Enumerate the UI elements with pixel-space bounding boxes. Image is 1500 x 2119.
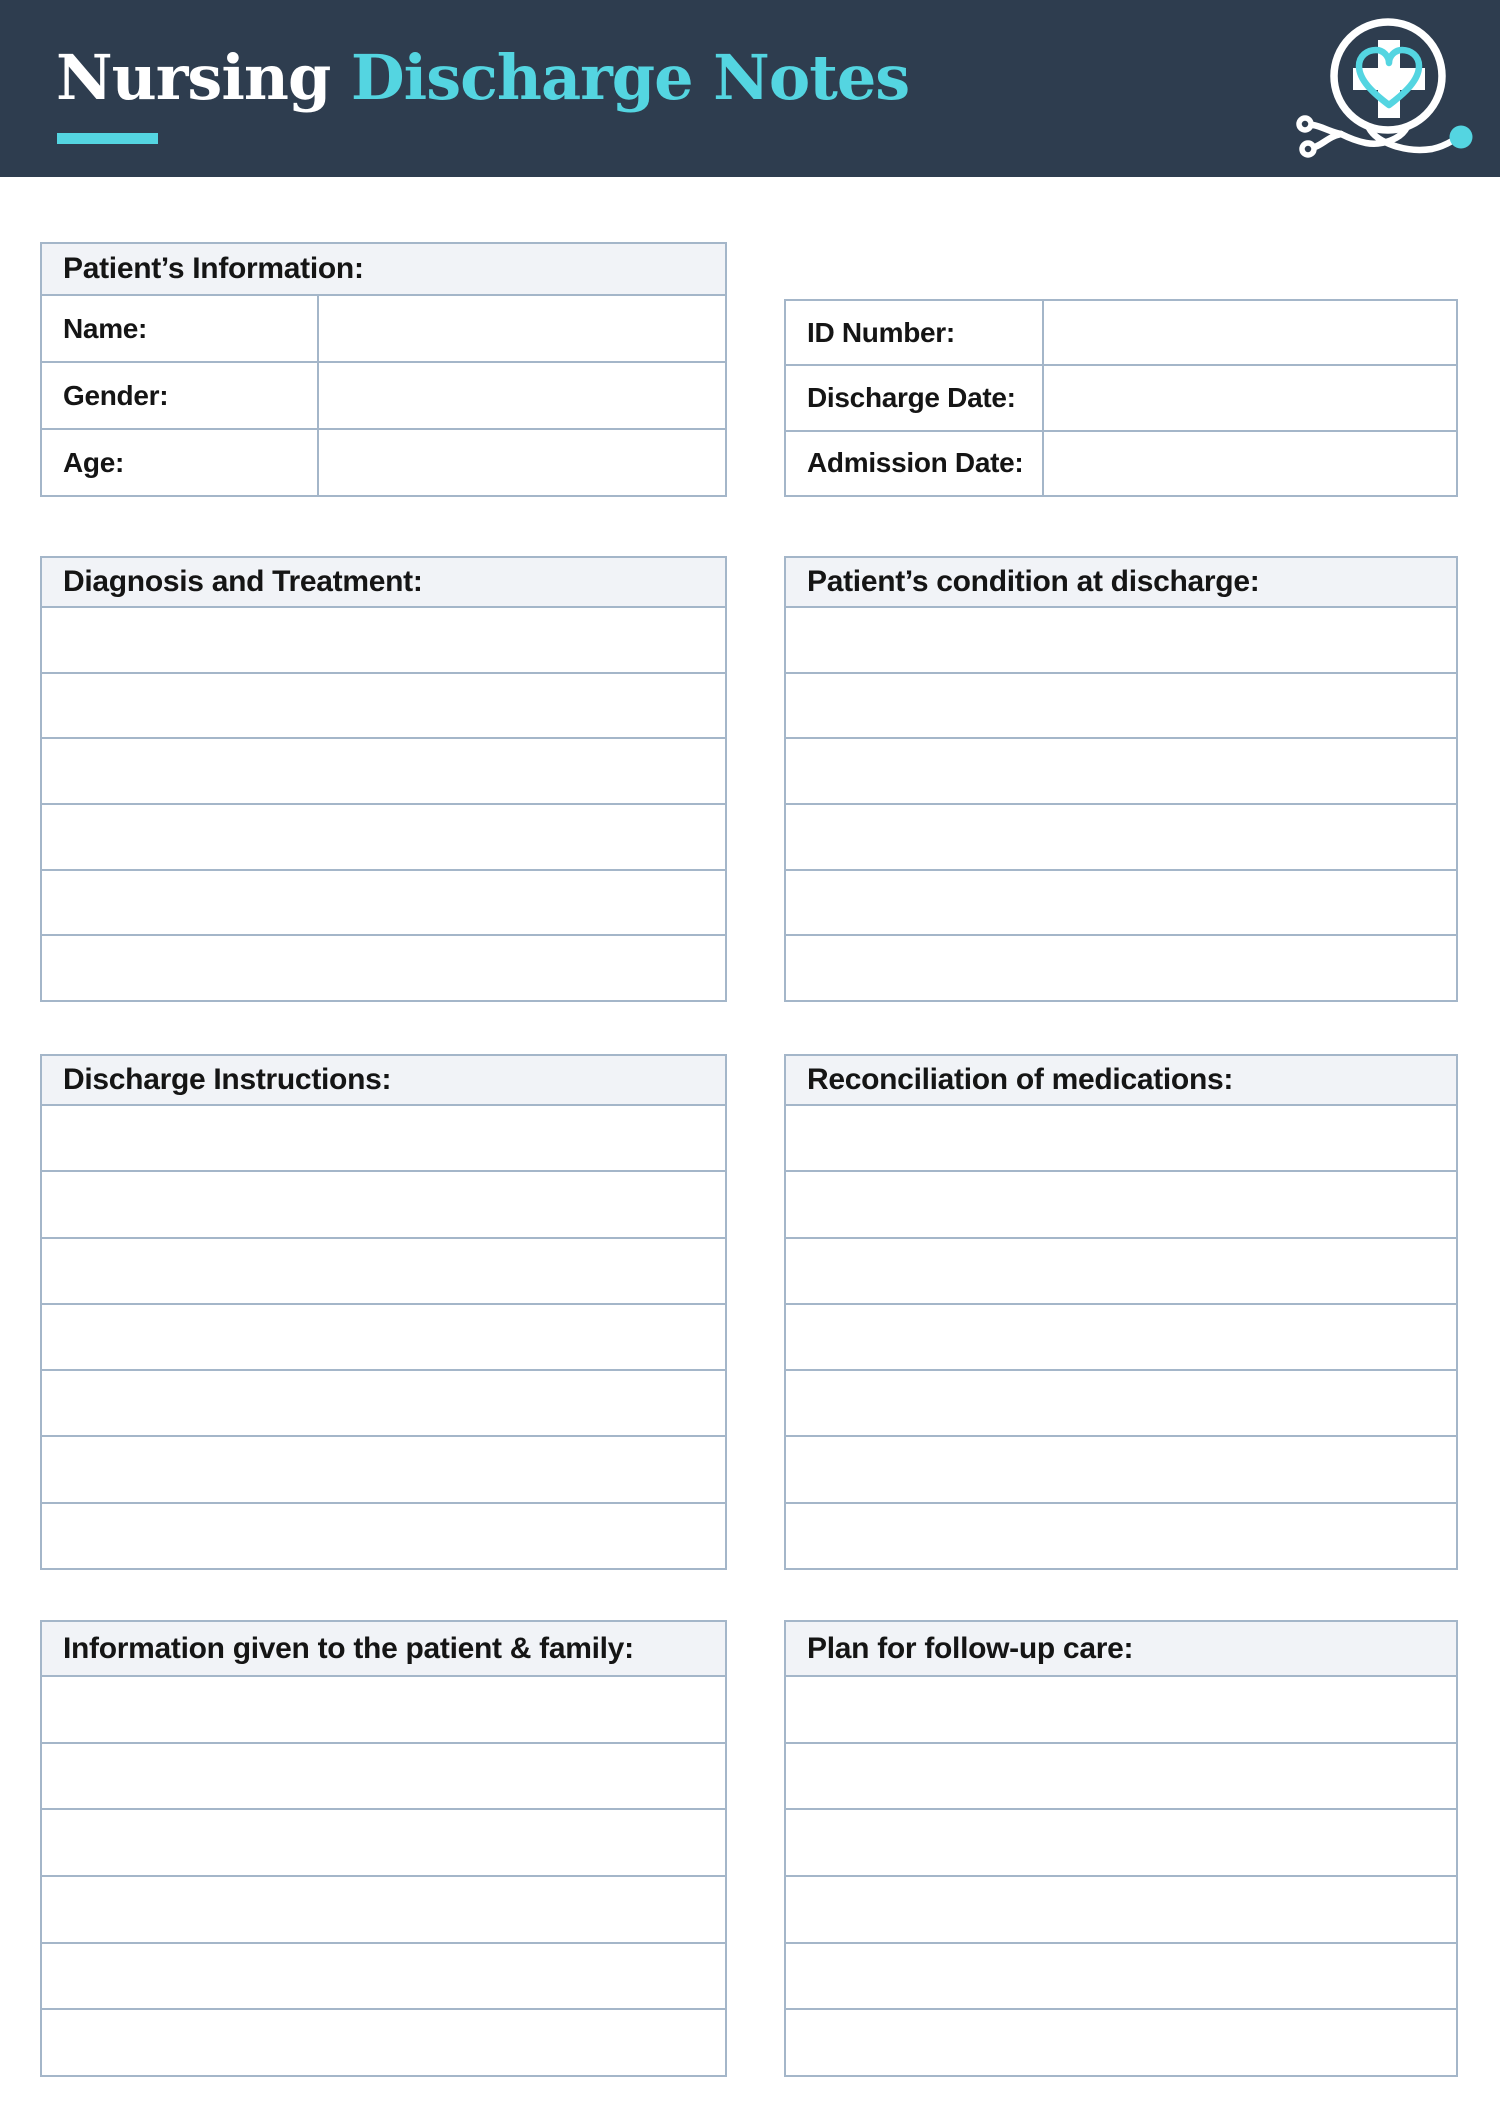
header-banner: [0, 0, 1500, 177]
section-diagnosis-treatment: [40, 556, 727, 1002]
write-in-line[interactable]: [42, 869, 725, 935]
write-in-line[interactable]: [42, 1435, 725, 1501]
page-title-accent: Discharge Notes: [350, 41, 910, 114]
write-in-line[interactable]: [786, 1303, 1456, 1369]
write-in-line[interactable]: [42, 737, 725, 803]
age-label: Age:: [42, 430, 319, 495]
medications-write-lines: [786, 1106, 1456, 1568]
write-in-line[interactable]: [42, 1502, 725, 1568]
write-in-line[interactable]: [42, 672, 725, 738]
admission-date-label: Admission Date:: [786, 432, 1044, 495]
section-followup-care: [784, 1620, 1458, 2077]
info-family-write-lines: [42, 1677, 725, 2075]
section-header-followup-care: [786, 1622, 1456, 1677]
write-in-line[interactable]: [42, 1808, 725, 1875]
write-in-line[interactable]: [786, 869, 1456, 935]
section-info-patient-family: [40, 1620, 727, 2077]
section-title: Discharge Instructions:: [63, 1063, 392, 1096]
condition-write-lines: [786, 608, 1456, 1000]
admission-date-value-cell[interactable]: [1044, 432, 1456, 495]
field-row-name: [42, 296, 725, 361]
discharge-date-value-cell[interactable]: [1044, 366, 1456, 429]
write-in-line[interactable]: [786, 1808, 1456, 1875]
section-condition-at-discharge: [784, 556, 1458, 1002]
followup-write-lines: [786, 1677, 1456, 2075]
page-title-primary: Nursing: [56, 41, 331, 114]
id-number-label: ID Number:: [786, 301, 1044, 364]
gender-label: Gender:: [42, 363, 319, 428]
field-row-age: [42, 428, 725, 495]
write-in-line[interactable]: [42, 1170, 725, 1236]
write-in-line[interactable]: [42, 1369, 725, 1435]
page-title: [56, 42, 909, 113]
write-in-line[interactable]: [42, 934, 725, 1000]
section-header-reconciliation-medications: [786, 1056, 1456, 1106]
write-in-line[interactable]: [42, 1303, 725, 1369]
discharge-date-label: Discharge Date:: [786, 366, 1044, 429]
write-in-line[interactable]: [786, 1170, 1456, 1236]
section-reconciliation-medications: [784, 1054, 1458, 1570]
write-in-line[interactable]: [42, 1677, 725, 1742]
write-in-line[interactable]: [786, 608, 1456, 672]
write-in-line[interactable]: [42, 608, 725, 672]
gender-value-cell[interactable]: [319, 363, 725, 428]
write-in-line[interactable]: [786, 803, 1456, 869]
write-in-line[interactable]: [786, 1742, 1456, 1809]
write-in-line[interactable]: [42, 1237, 725, 1303]
write-in-line[interactable]: [786, 1369, 1456, 1435]
field-row-discharge-date: [786, 364, 1456, 429]
write-in-line[interactable]: [786, 2008, 1456, 2075]
write-in-line[interactable]: [42, 1942, 725, 2009]
instructions-write-lines: [42, 1106, 725, 1568]
write-in-line[interactable]: [786, 1677, 1456, 1742]
section-header-diagnosis-treatment: [42, 558, 725, 608]
section-title: Reconciliation of medications:: [807, 1063, 1234, 1096]
write-in-line[interactable]: [42, 1742, 725, 1809]
field-row-id-number: [786, 301, 1456, 364]
section-discharge-instructions: [40, 1054, 727, 1570]
write-in-line[interactable]: [42, 1875, 725, 1942]
medical-cross-heart-stethoscope-icon: [1255, 8, 1495, 178]
write-in-line[interactable]: [786, 1106, 1456, 1170]
section-patient-information: [40, 242, 727, 497]
write-in-line[interactable]: [786, 672, 1456, 738]
section-header-patient-information: [42, 244, 725, 296]
id-number-value-cell[interactable]: [1044, 301, 1456, 364]
write-in-line[interactable]: [42, 803, 725, 869]
section-title: Patient’s condition at discharge:: [807, 565, 1260, 598]
write-in-line[interactable]: [786, 1875, 1456, 1942]
section-title: Diagnosis and Treatment:: [63, 565, 423, 598]
write-in-line[interactable]: [786, 1435, 1456, 1501]
admission-info-fields: [786, 301, 1456, 495]
write-in-line[interactable]: [786, 1237, 1456, 1303]
write-in-line[interactable]: [42, 2008, 725, 2075]
section-title: Patient’s Information:: [63, 252, 364, 285]
field-row-admission-date: [786, 430, 1456, 495]
field-row-gender: [42, 361, 725, 428]
write-in-line[interactable]: [786, 737, 1456, 803]
age-value-cell[interactable]: [319, 430, 725, 495]
section-title: Plan for follow-up care:: [807, 1631, 1134, 1665]
write-in-line[interactable]: [42, 1106, 725, 1170]
section-header-info-patient-family: [42, 1622, 725, 1677]
section-header-discharge-instructions: [42, 1056, 725, 1106]
write-in-line[interactable]: [786, 934, 1456, 1000]
title-underline-bar: [57, 133, 158, 144]
patient-info-fields: [42, 296, 725, 495]
write-in-line[interactable]: [786, 1942, 1456, 2009]
name-label: Name:: [42, 296, 319, 361]
section-header-condition-at-discharge: [786, 558, 1456, 608]
section-admission-info: [784, 299, 1458, 497]
write-in-line[interactable]: [786, 1502, 1456, 1568]
name-value-cell[interactable]: [319, 296, 725, 361]
section-title: Information given to the patient & family:: [63, 1631, 634, 1665]
diagnosis-write-lines: [42, 608, 725, 1000]
